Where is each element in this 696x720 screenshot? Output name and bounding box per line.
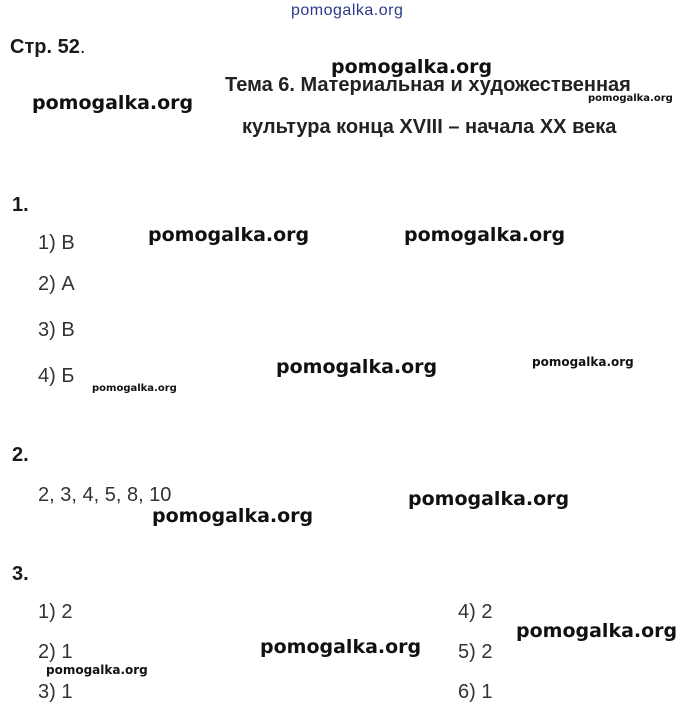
watermark: pomogalka.org (408, 488, 570, 510)
question-3-number: 3. (12, 563, 29, 585)
watermark: pomogalka.org (32, 92, 194, 114)
question-2-number: 2. (12, 444, 29, 466)
watermark: pomogalka.org (46, 663, 148, 677)
title-line-1: Тема 6. Материальная и художественная (225, 74, 631, 96)
q1-answer-3: 3) В (38, 319, 75, 341)
watermark: pomogalka.org (516, 620, 678, 642)
q3-answer-4: 4) 2 (458, 601, 493, 623)
watermark: pomogalka.org (148, 224, 310, 246)
q3-answer-2: 2) 1 (38, 641, 73, 663)
watermark: pomogalka.org (532, 355, 634, 369)
watermark: pomogalka.org (276, 356, 438, 378)
q1-answer-2: 2) А (38, 273, 75, 295)
page-reference-text: Стр. 52 (10, 36, 80, 58)
watermark-top: pomogalka.org (291, 2, 404, 19)
watermark: pomogalka.org (331, 56, 493, 78)
watermark: pomogalka.org (152, 505, 314, 527)
watermark: pomogalka.org (92, 383, 177, 394)
watermark: pomogalka.org (588, 93, 673, 104)
question-1-number: 1. (12, 194, 29, 216)
q3-answer-6: 6) 1 (458, 681, 493, 703)
watermark: pomogalka.org (404, 224, 566, 246)
watermark: pomogalka.org (260, 636, 422, 658)
q1-answer-4: 4) Б (38, 365, 75, 387)
q1-answer-1: 1) В (38, 232, 75, 254)
page-reference (10, 36, 85, 59)
page-reference-dot: . (79, 36, 86, 58)
q2-answer: 2, 3, 4, 5, 8, 10 (38, 484, 172, 506)
q3-answer-3: 3) 1 (38, 681, 73, 703)
q3-answer-5: 5) 2 (458, 641, 493, 663)
title-line-2: культура конца XVIII – начала XX века (242, 116, 617, 138)
q3-answer-1: 1) 2 (38, 601, 73, 623)
